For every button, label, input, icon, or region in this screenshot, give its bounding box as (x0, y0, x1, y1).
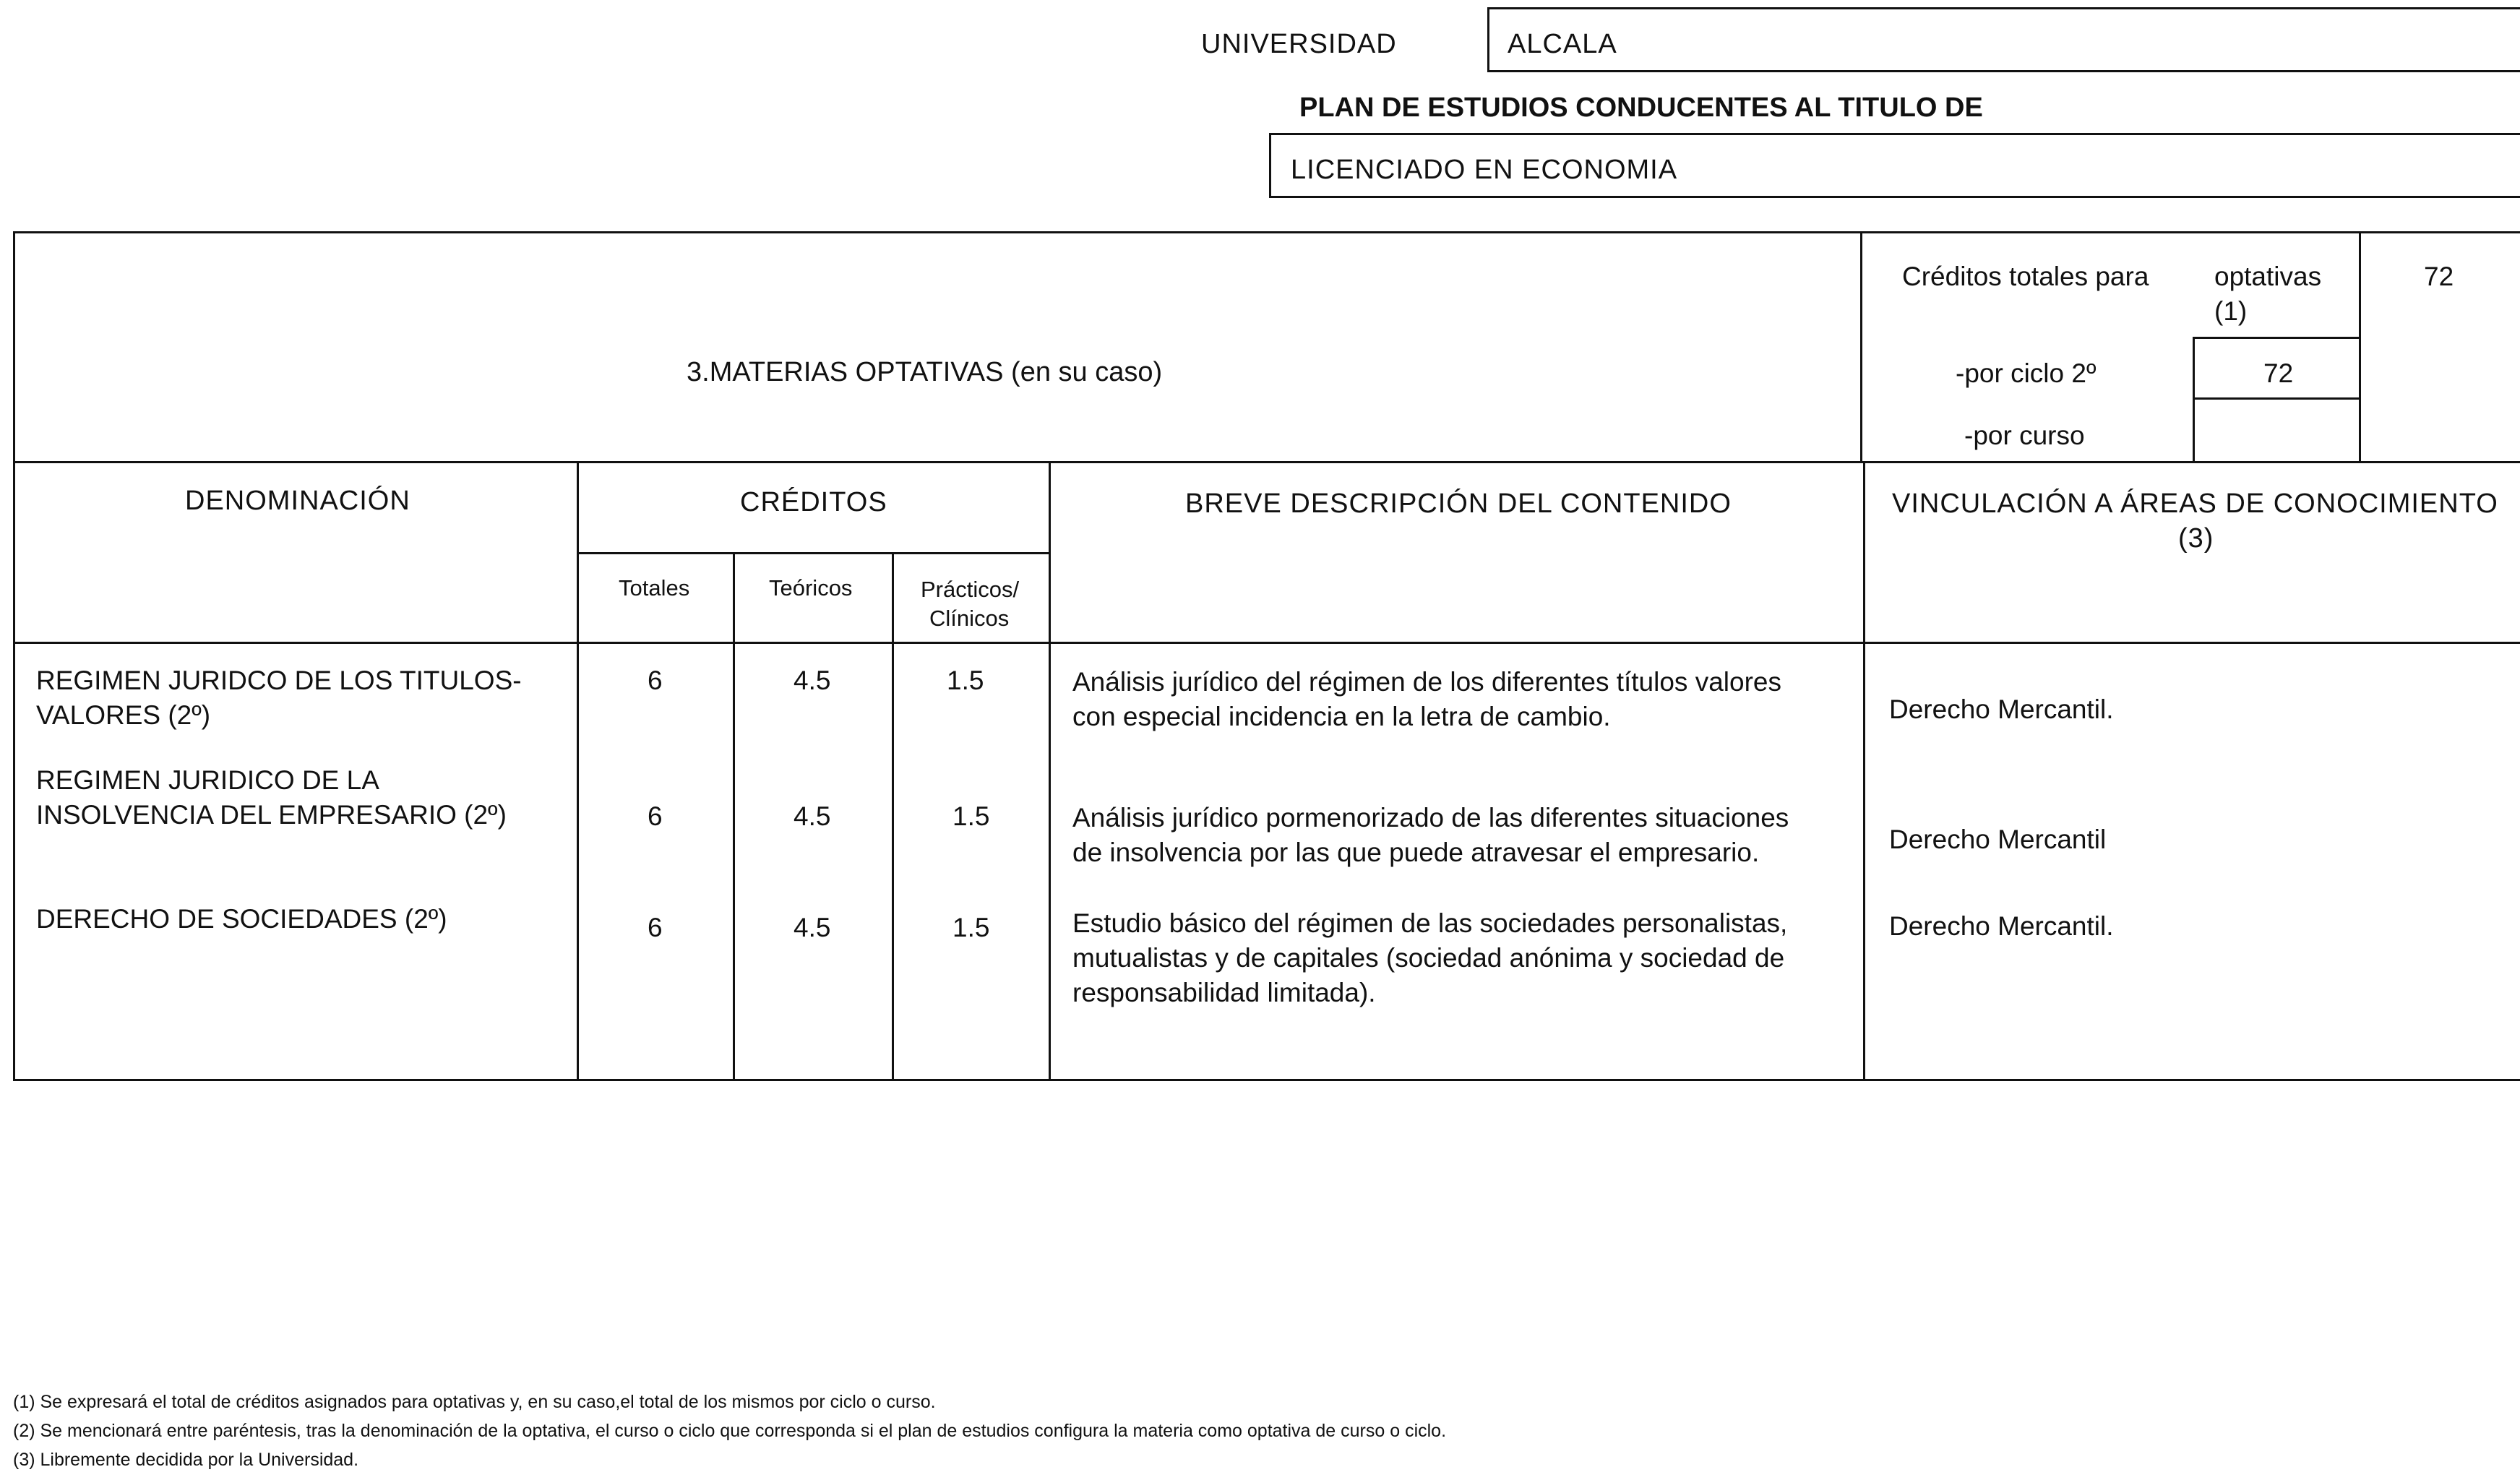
row3-teoricos: 4.5 (794, 913, 831, 942)
row2-teoricos: 4.5 (794, 801, 831, 831)
col-divider-3 (892, 554, 894, 1080)
section-title: 3.MATERIAS OPTATIVAS (en su caso) (687, 357, 1163, 387)
row3-area: Derecho Mercantil. (1889, 911, 2114, 941)
column-header-bottom-border (13, 642, 2520, 644)
col-vinculacion: VINCULACIÓN A ÁREAS DE CONOCIMIENTO (1892, 489, 2498, 519)
col-divider-2 (733, 554, 735, 1080)
optativas-label: optativas (2214, 262, 2322, 291)
creditos-totales-label: Créditos totales para (1902, 262, 2149, 291)
per-cycle-bottom-border (2193, 397, 2361, 400)
row1-description (1072, 665, 1781, 734)
por-ciclo-value: 72 (2263, 358, 2294, 388)
row1-desc-line1: Análisis jurídico del régimen de los diferentes títulos valores (1072, 667, 1781, 697)
universidad-label: UNIVERSIDAD (1201, 29, 1397, 59)
row1-name-line1: REGIMEN JURIDCO DE LOS TITULOS- (36, 666, 522, 695)
col-practicos-line2: Clínicos (929, 606, 1010, 631)
table-row (36, 663, 522, 733)
row3-desc-line2: mutualistas y de capitales (sociedad anónima y sociedad de (1072, 943, 1785, 973)
universidad-field (1487, 7, 2520, 72)
table-bottom-border (13, 1079, 2520, 1081)
col-descripcion: BREVE DESCRIPCIÓN DEL CONTENIDO (1185, 489, 1732, 519)
row1-name-line2: VALORES (2º) (36, 700, 211, 730)
por-curso-label: -por curso (1964, 421, 2085, 450)
table-left-border (13, 231, 15, 1080)
optativas-total-value: 72 (2424, 262, 2454, 291)
table-row (36, 763, 507, 832)
row3-totales: 6 (648, 913, 663, 942)
row1-area: Derecho Mercantil. (1889, 694, 2114, 724)
row1-practicos: 1.5 (947, 666, 984, 695)
row2-name-line1: REGIMEN JURIDICO DE LA (36, 765, 379, 795)
per-cycle-left-border (2193, 337, 2195, 462)
universidad-value: ALCALA (1508, 29, 1617, 59)
col-totales: Totales (619, 575, 690, 601)
footnote-2: (2) Se mencionará entre paréntesis, tras la denominación de la optativa, el curso o ciclo que corresponda si el plan de estudios configura la materia como optativa de curso o ciclo. (13, 1421, 1447, 1441)
row1-totales: 6 (648, 666, 663, 695)
creditos-subheader-border (577, 552, 1050, 554)
titulo-value: LICENCIADO EN ECONOMIA (1291, 155, 1678, 185)
row3-name: DERECHO DE SOCIEDADES (2º) (36, 904, 447, 934)
row2-area: Derecho Mercantil (1889, 825, 2107, 854)
col-practicos-line1: Prácticos/ (921, 577, 1020, 602)
row1-teoricos: 4.5 (794, 666, 831, 695)
row2-desc-line2: de insolvencia por las que puede atravesar el empresario. (1072, 838, 1760, 867)
row3-desc-line3: responsabilidad limitada). (1072, 978, 1376, 1007)
row2-desc-line1: Análisis jurídico pormenorizado de las diferentes situaciones (1072, 803, 1789, 832)
row2-description (1072, 801, 1789, 870)
table-top-border (13, 231, 2520, 233)
row3-description (1072, 906, 1787, 1010)
footnotes (13, 1388, 1446, 1474)
plan-title: PLAN DE ESTUDIOS CONDUCENTES AL TITULO DE (1299, 92, 1983, 123)
por-ciclo-label: -por ciclo 2º (1956, 358, 2097, 388)
row3-practicos: 1.5 (952, 913, 990, 942)
per-cycle-top-border (2193, 337, 2361, 339)
credit-summary-divider (1860, 231, 1862, 462)
row2-totales: 6 (648, 801, 663, 831)
col-teoricos: Teóricos (769, 575, 853, 601)
col-divider-4 (1049, 462, 1051, 1080)
optativas-total-divider (2359, 231, 2361, 462)
row3-desc-line1: Estudio básico del régimen de las sociedades personalistas, (1072, 908, 1788, 938)
optativas-note: (1) (2214, 296, 2248, 326)
column-header-top-border (13, 461, 2520, 463)
col-denominacion: DENOMINACIÓN (185, 486, 410, 516)
row1-desc-line2: con especial incidencia en la letra de cambio. (1072, 702, 1611, 731)
col-divider-5 (1863, 462, 1865, 1080)
col-divider-1 (577, 462, 579, 1080)
col-creditos: CRÉDITOS (740, 487, 887, 517)
footnote-1: (1) Se expresará el total de créditos asignados para optativas y, en su caso,el total de los mismos por ciclo o curso. (13, 1392, 936, 1412)
row2-name-line2: INSOLVENCIA DEL EMPRESARIO (2º) (36, 800, 507, 830)
footnote-3: (3) Libremente decidida por la Universidad. (13, 1450, 359, 1470)
col-vinculacion-note: (3) (2178, 523, 2214, 554)
row2-practicos: 1.5 (952, 801, 990, 831)
